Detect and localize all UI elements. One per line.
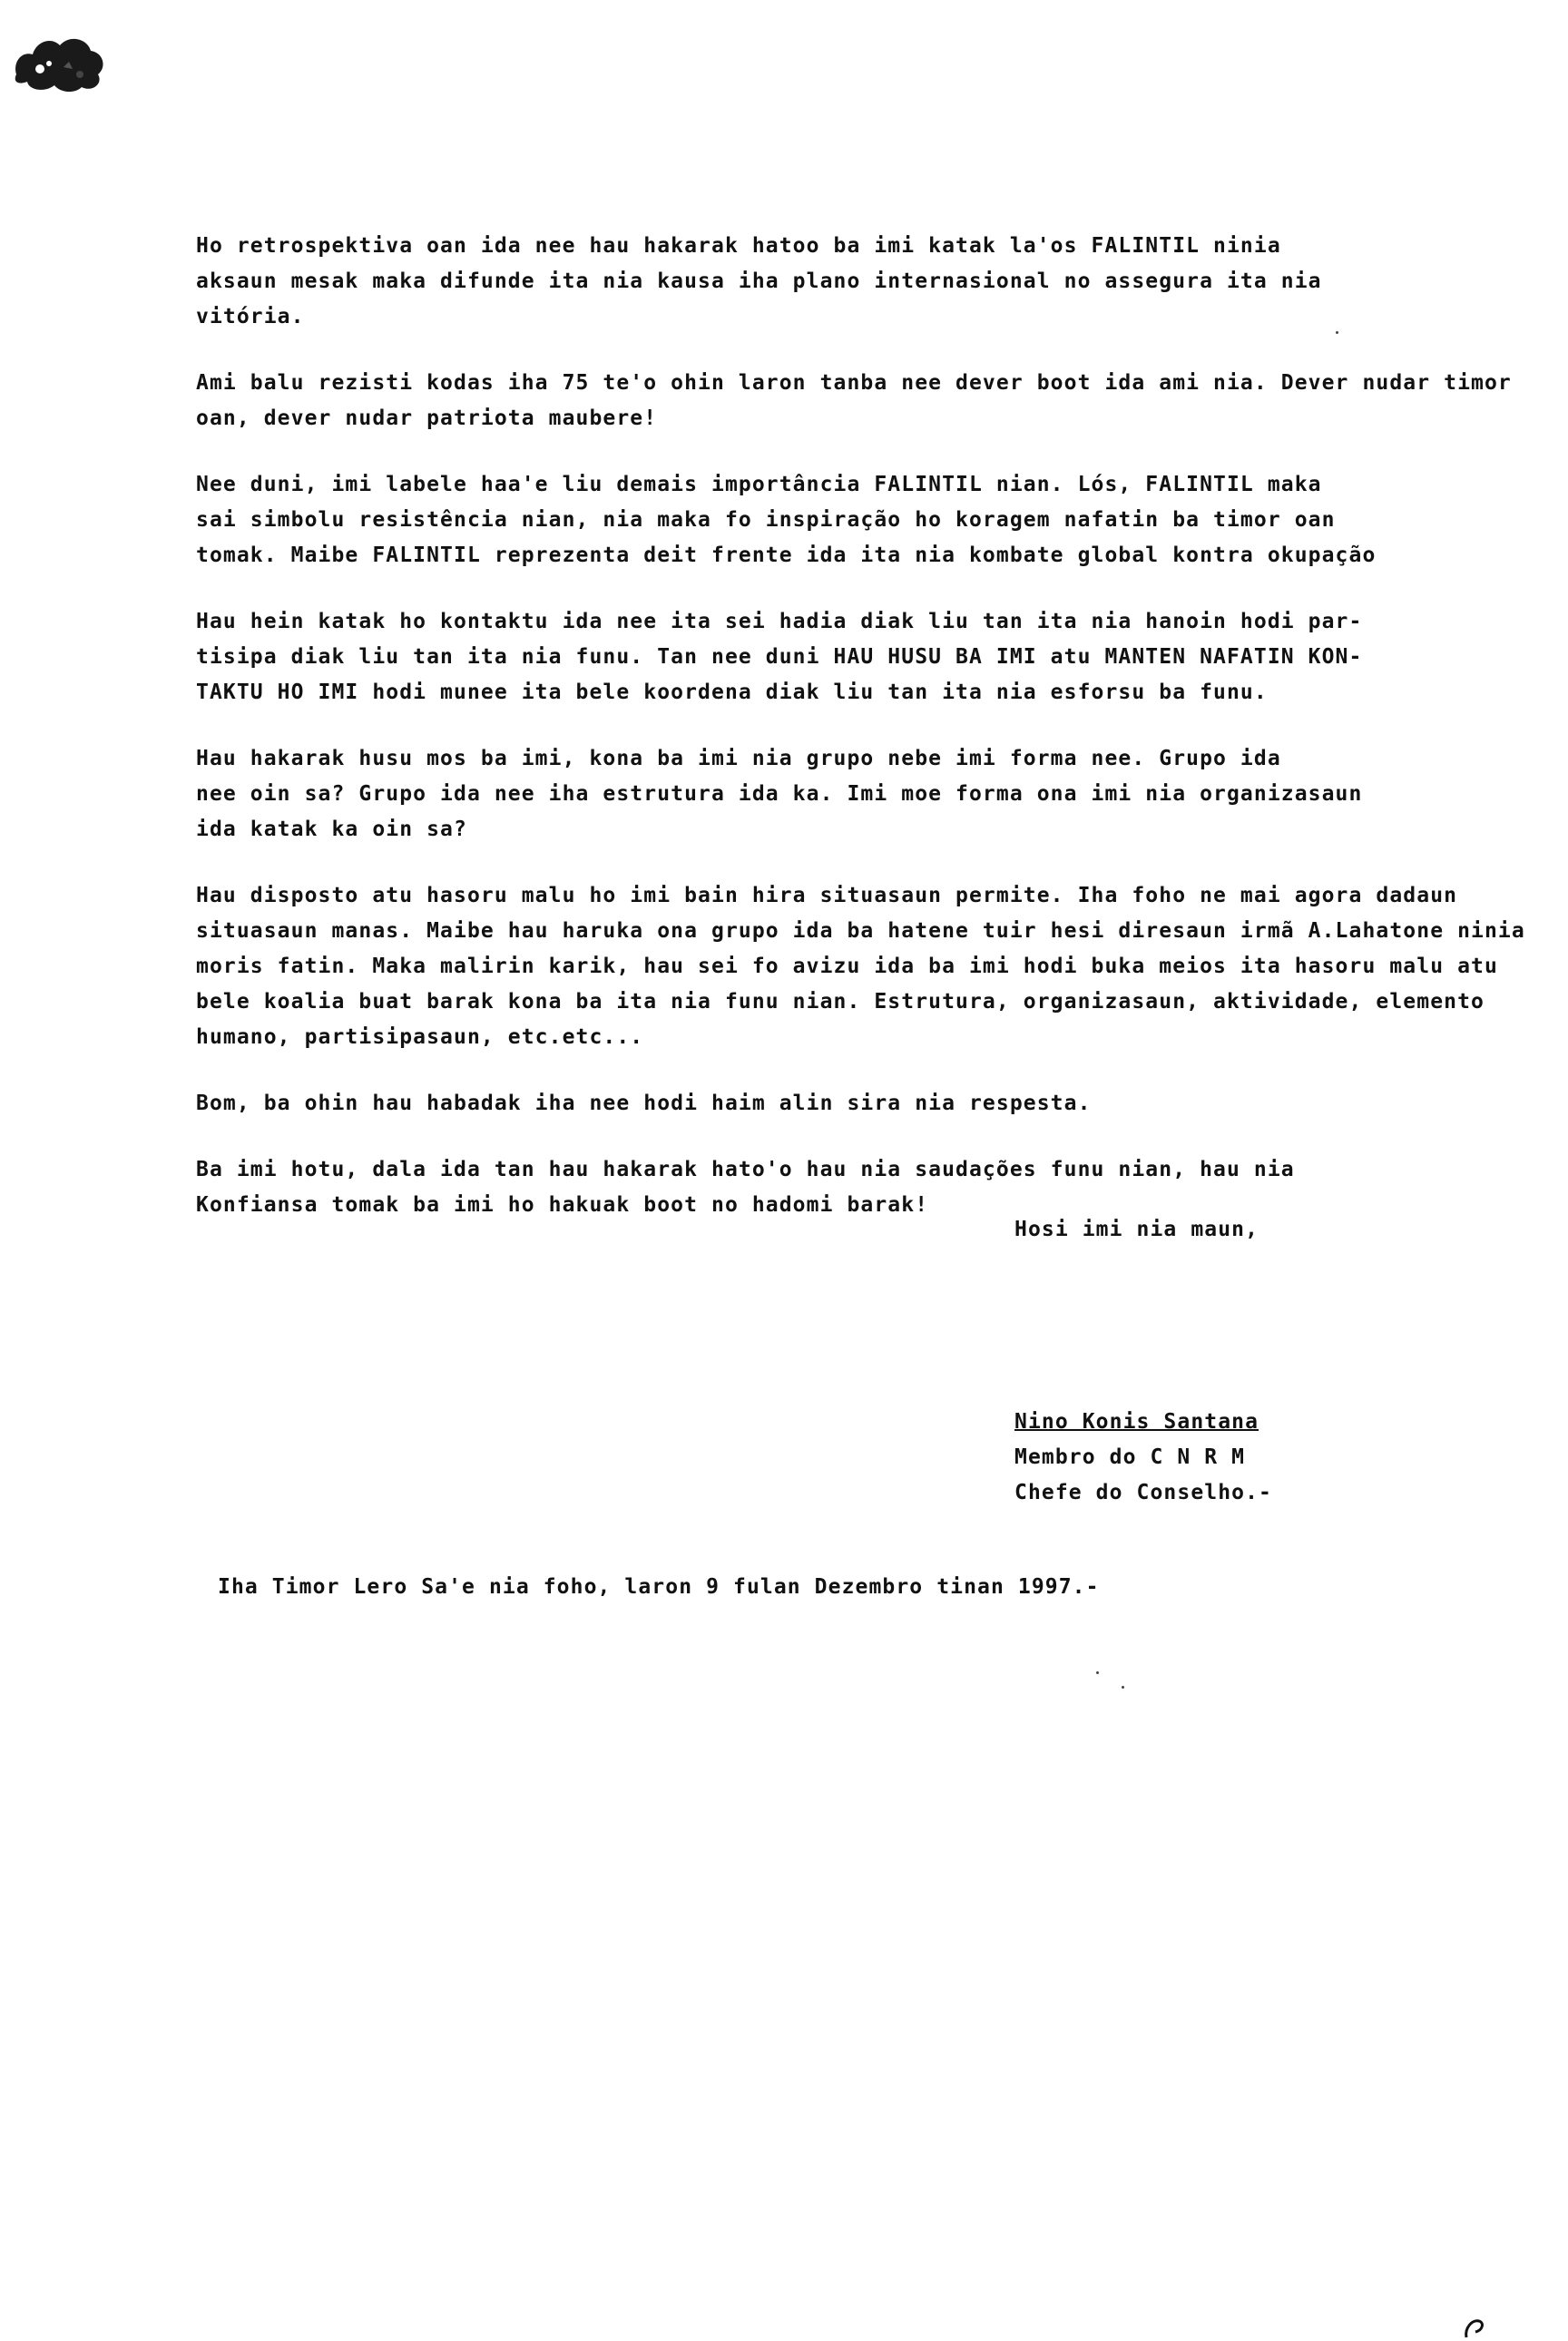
closing-salutation: Hosi imi nia maun, [1014,1218,1259,1241]
paper-speck [1336,331,1338,334]
paper-speck [1096,1671,1099,1674]
paragraph-maintain-contact: Hau hein katak ho kontaktu ida nee ita sei hadia diak liu tan ita nia hanoin hodi par- tisipa diak liu tan ita nia funu. Tan nee duni HAU HUSU BA IMI atu MANTEN NAFATIN KON- TAKTU HO IMI hodi munee ita bele koordena diak liu tan ita nia esforsu ba funu. [196,610,1363,704]
paragraph-meeting-proposal: Hau disposto atu hasoru malu ho imi bain hira situasaun permite. Iha foho ne mai agora dadaun situasaun manas. Maibe hau haruka ona grupo ida ba hatene tuir hesi diresaun irmã A.Lahatone ninia moris fatin. Maka malirin karik, hau sei fo avizu ida ba imi hodi buka meios ita hasoru malu atu bele koalia buat barak kona ba ita nia funu nian. Estrutura, organizasaun, aktividade, elemento humano, partisipasaun, etc.etc... [196,884,1525,1049]
signatory-title-role: Chefe do Conselho.- [1014,1481,1272,1504]
place-and-date: Iha Timor Lero Sa'e nia foho, laron 9 fulan Dezembro tinan 1997.- [218,1575,1100,1599]
paragraph-falintil-retrospective: Ho retrospektiva oan ida nee hau hakarak hatoo ba imi katak la'os FALINTIL ninia aksaun mesak maka difunde ita nia kausa iha plano internasional no assegura ita nia vitória. [196,234,1322,328]
signature-block [1014,1405,1272,1511]
paragraph-await-response: Bom, ba ohin hau habadak iha nee hodi haim alin sira nia respesta. [196,1092,1092,1115]
letter-body [196,229,1530,1254]
signatory-name: Nino Konis Santana [1014,1410,1259,1434]
paragraph-resistance-duty: Ami balu rezisti kodas iha 75 te'o ohin laron tanba nee dever boot ida ami nia. Dever nudar timor oan, dever nudar patriota maubere! [196,371,1512,430]
paragraph-group-questions: Hau hakarak husu mos ba imi, kona ba imi nia grupo nebe imi forma nee. Grupo ida nee oin sa? Grupo ida nee iha estrutura ida ka. Imi moe forma ona imi nia organizasaun ida katak ka oin sa? [196,747,1363,841]
paragraph-falintil-importance: Nee duni, imi labele haa'e liu demais importância FALINTIL nian. Lós, FALINTIL maka sai simbolu resistência nian, nia maka fo inspiração ho koragem nafatin ba timor oan tomak. Maibe FALINTIL reprezenta deit frente ida ita nia kombate global kontra okupação [196,473,1377,567]
ink-blot-stamp [9,27,109,95]
paragraph-greetings: Ba imi hotu, dala ida tan hau hakarak hato'o hau nia saudações funu nian, hau nia Konfiansa tomak ba imi ho hakuak boot no hadomi barak! [196,1158,1295,1217]
paper-speck [1122,1686,1124,1689]
signatory-title-membership: Membro do C N R M [1014,1445,1246,1469]
page-corner-mark [1461,2312,1488,2339]
